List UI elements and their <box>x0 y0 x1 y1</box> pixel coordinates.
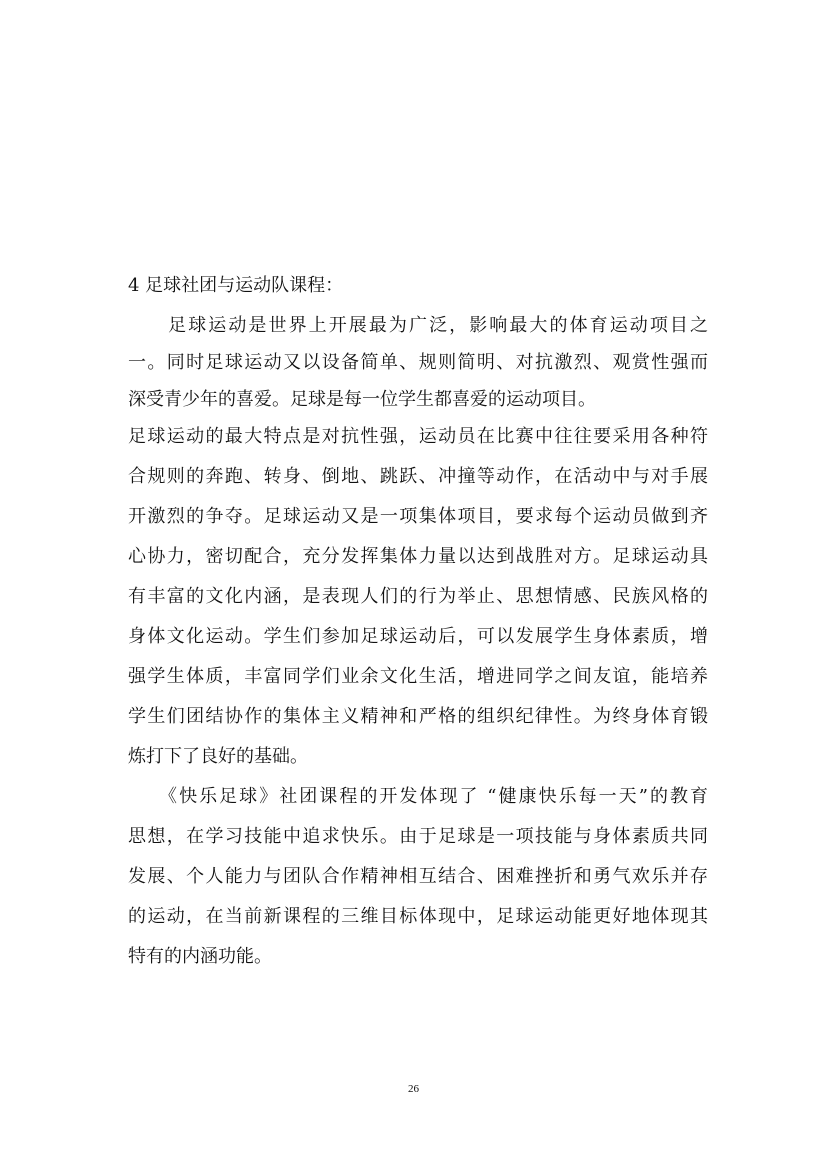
paragraph-2-line-4: 心协力，密切配合，充分发挥集体力量以达到战胜对方。足球运动具 <box>128 546 708 567</box>
paragraph-2-line-7: 强学生体质，丰富同学们业余文化生活，增进同学之间友谊，能培养 <box>128 666 708 687</box>
paragraph-3-line-2: 思想，在学习技能中追求快乐。由于足球是一项技能与身体素质共同 <box>128 826 708 847</box>
paragraph-3-line-3: 发展、个人能力与团队合作精神相互结合、困难挫折和勇气欢乐并存 <box>128 866 708 887</box>
paragraph-3-line-1: 《快乐足球》社团课程的开发体现了 “健康快乐每一天”的教育 <box>128 786 708 807</box>
page-number: 26 <box>408 1083 419 1095</box>
paragraph-2-line-2: 合规则的奔跑、转身、倒地、跳跃、冲撞等动作，在活动中与对手展 <box>128 466 708 487</box>
section-heading: 4 足球社团与运动队课程： <box>128 275 344 296</box>
paragraph-1-line-2: 一。同时足球运动又以设备简单、规则简明、对抗激烈、观赏性强而 <box>128 352 708 373</box>
paragraph-2-line-3: 开激烈的争夺。足球运动又是一项集体项目，要求每个运动员做到齐 <box>128 506 708 527</box>
paragraph-2-line-5: 有丰富的文化内涵，是表现人们的行为举止、思想情感、民族风格的 <box>128 586 708 607</box>
paragraph-3-line-4: 的运动，在当前新课程的三维目标体现中，足球运动能更好地体现其 <box>128 906 708 927</box>
paragraph-2-line-1: 足球运动的最大特点是对抗性强，运动员在比赛中往往要采用各种符 <box>128 426 708 447</box>
paragraph-3-line-5: 特有的内涵功能。 <box>128 946 272 967</box>
paragraph-1-line-3: 深受青少年的喜爱。足球是每一位学生都喜爱的运动项目。 <box>128 389 596 410</box>
paragraph-1-line-1: 足球运动是世界上开展最为广泛，影响最大的体育运动项目之 <box>128 315 708 336</box>
paragraph-2-line-8: 学生们团结协作的集体主义精神和严格的组织纪律性。为终身体育锻 <box>128 706 708 727</box>
paragraph-2-line-6: 身体文化运动。学生们参加足球运动后，可以发展学生身体素质，增 <box>128 626 708 647</box>
paragraph-2-line-9: 炼打下了良好的基础。 <box>128 746 308 767</box>
